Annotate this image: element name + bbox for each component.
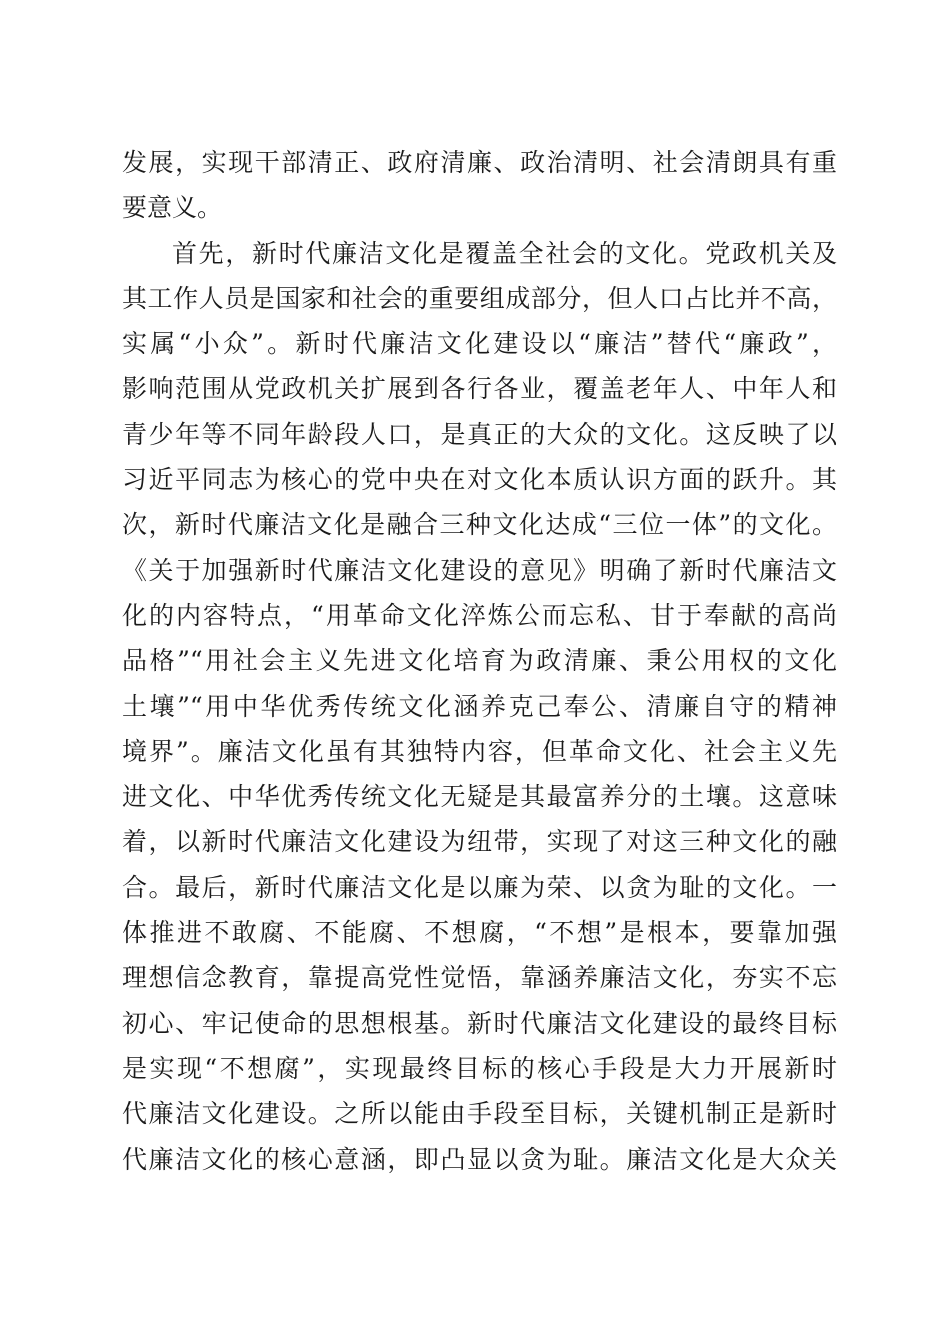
text-line-12: 品格”“用社会主义先进文化培育为政清廉、秉公用权的文化 <box>122 646 837 676</box>
text-line-1: 发展，实现干部清正、政府清廉、政治清明、社会清朗具有重 <box>122 148 837 177</box>
text-line-14: 境界”。廉洁文化虽有其独特内容，但革命文化、社会主义先 <box>122 736 837 766</box>
text-line-13: 土壤”“用中华优秀传统文化涵养克己奉公、清廉自守的精神 <box>122 691 837 721</box>
text-line-21: 是实现“不想腐”，实现最终目标的核心手段是大力开展新时 <box>122 1053 837 1083</box>
text-line-8: 习近平同志为核心的党中央在对文化本质认识方面的跃升。其 <box>122 465 837 495</box>
text-line-2: 要意义。 <box>122 193 223 223</box>
text-line-9: 次，新时代廉洁文化是融合三种文化达成“三位一体”的文化。 <box>122 510 837 540</box>
text-line-4: 其工作人员是国家和社会的重要组成部分，但人口占比并不高， <box>122 283 837 313</box>
text-line-10: 《关于加强新时代廉洁文化建设的意见》明确了新时代廉洁文 <box>122 555 837 585</box>
text-line-6: 影响范围从党政机关扩展到各行各业，覆盖老年人、中年人和 <box>122 374 837 404</box>
text-line-3: 首先，新时代廉洁文化是覆盖全社会的文化。党政机关及 <box>172 238 837 268</box>
text-line-15: 进文化、中华优秀传统文化无疑是其最富养分的土壤。这意味 <box>122 782 837 812</box>
text-line-20: 初心、牢记使命的思想根基。新时代廉洁文化建设的最终目标 <box>122 1008 837 1038</box>
document-text-body <box>122 140 837 1182</box>
text-line-7: 青少年等不同年龄段人口，是真正的大众的文化。这反映了以 <box>122 419 837 449</box>
text-line-18: 体推进不敢腐、不能腐、不想腐，“不想”是根本，要靠加强 <box>122 918 837 948</box>
text-line-17: 合。最后，新时代廉洁文化是以廉为荣、以贪为耻的文化。一 <box>122 872 837 902</box>
text-line-11: 化的内容特点，“用革命文化淬炼公而忘私、甘于奉献的高尚 <box>122 600 837 630</box>
text-line-22: 代廉洁文化建设。之所以能由手段至目标，关键机制正是新时 <box>122 1099 837 1129</box>
text-line-16: 着，以新时代廉洁文化建设为纽带，实现了对这三种文化的融 <box>122 827 837 857</box>
text-line-5: 实属“小众”。新时代廉洁文化建设以“廉洁”替代“廉政”， <box>122 329 837 359</box>
text-line-23: 代廉洁文化的核心意涵，即凸显以贪为耻。廉洁文化是大众关 <box>122 1144 837 1174</box>
text-line-19: 理想信念教育，靠提高党性觉悟，靠涵养廉洁文化，夯实不忘 <box>122 963 837 993</box>
